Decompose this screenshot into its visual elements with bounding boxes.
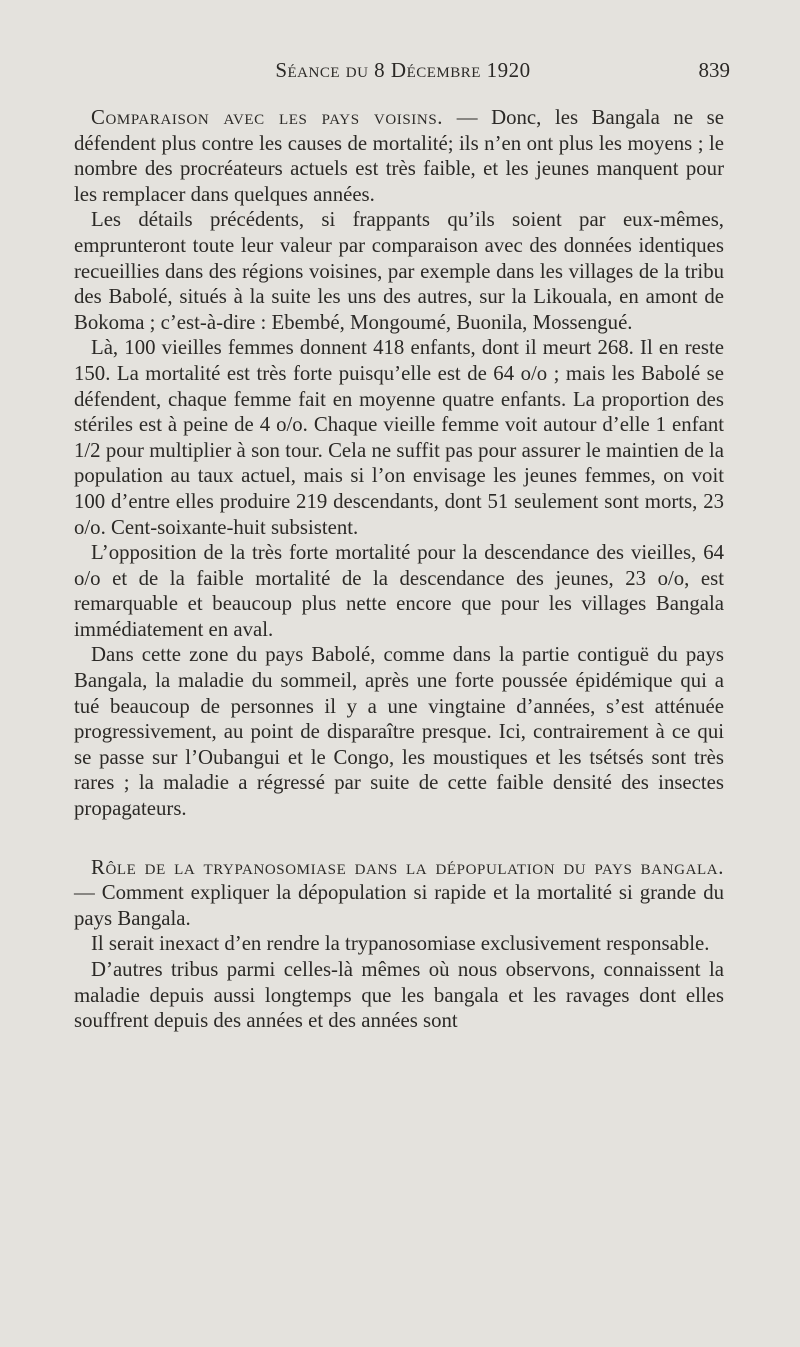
paragraph: Comparaison avec les pays voisins. — Donc, les Bangala ne se défendent plus contre les causes de mortalité; ils n’en ont plus les moyens ; le nombre des procréateurs actuels est très faible, et les jeunes manquent pour les remplacer dans quelques années. — [74, 106, 724, 206]
paragraph: D’autres tribus parmi celles-là mêmes où nous observons, connaissent la maladie depuis aussi longtemps que les bangala et les ravages dont elles souffrent depuis des années et des années sont — [74, 958, 724, 1033]
paragraph: Il serait inexact d’en rendre la trypanosomiase exclusivement responsable. — [91, 932, 710, 956]
paragraph: Là, 100 vieilles femmes donnent 418 enfants, dont il meurt 268. Il en reste 150. La mortalité est très forte puisqu’elle est de 64 o/o ; mais les Babolé se défendent, chaque femme fait en moyenne quatre enfants. La proportion des stériles est à peine de 4 o/o. Chaque vieille femme voit autour d’elle 1 enfant 1/2 pour multiplier à son tour. Cela ne suffit pas pour assurer le maintien de la population au taux actuel, mais si l’on envisage les jeunes femmes, on voit 100 d’entre elles produire 219 descendants, dont 51 seulement sont morts, 23 o/o. Cent-soixante-huit subsistent. — [74, 336, 724, 539]
paragraph: L’opposition de la très forte mortalité pour la descendance des vieilles, 64 o/o et de la faible mortalité de la descendance des jeunes, 23 o/o, est remarquable et beaucoup plus nette encore que pour les villages Bangala immédiatement en aval. — [74, 541, 724, 641]
paragraph: Rôle de la trypanosomiase dans la dépopulation du pays bangala. — Comment expliquer la dépopulation si rapide et la mortalité si grande du pays Bangala. — [74, 855, 724, 930]
paragraph: Dans cette zone du pays Babolé, comme dans la partie contiguë du pays Bangala, la maladie du sommeil, après une forte poussée épidémique qui a tué beaucoup de personnes il y a une vingtaine d’années, s’est atténuée progressivement, au point de disparaître presque. Ici, contrairement à ce qui se passe sur l’Oubangui et le Congo, les moustiques et les tsétsés sont très rares ; la maladie a régressé par suite de cette faible densité des insectes propagateurs. — [74, 643, 724, 821]
running-header — [76, 58, 730, 92]
section-gap — [74, 822, 724, 855]
header-title: Séance du 8 Décembre 1920 — [275, 58, 531, 82]
paragraph: Les détails précédents, si frappants qu’ils soient par eux-mêmes, emprunteront toute leur valeur par comparaison avec des données identiques recueillies dans des régions voisines, par exemple dans les villages de la tribu des Babolé, situés à la suite les uns des autres, sur la Likouala, en amont de Bokoma ; c’est-à-dire : Ebembé, Mongoumé, Buonila, Mossengué. — [74, 208, 724, 334]
body-text — [74, 105, 724, 1034]
section-heading: Comparaison avec les pays voisins. — [91, 106, 444, 129]
page-number: 839 — [698, 58, 730, 82]
section-heading: Rôle de la trypanosomiase dans la dépopulation du pays bangala. — [91, 855, 724, 879]
